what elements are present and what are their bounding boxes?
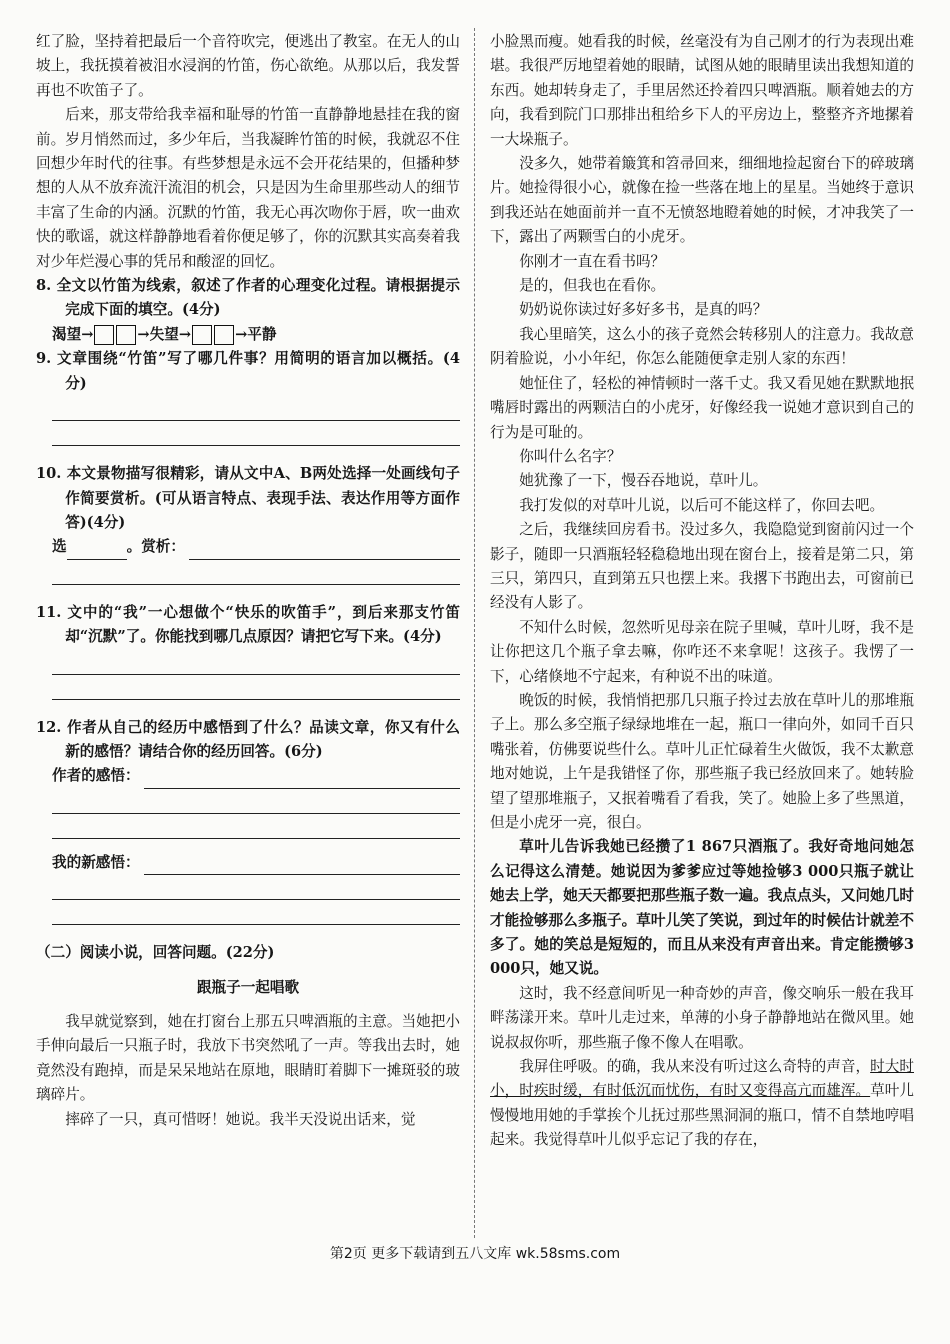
q8-fill-flow	[36, 323, 460, 347]
answer-box[interactable]	[94, 325, 114, 345]
story-paragraph: 小脸黑而瘦。她看我的时候，丝毫没有为自己刚才的行为表现出难堪。我很严厉地望着她的眼睛，试图从她的眼睛里读出我想知道的东西。她却转身走了，手里居然还拎着四只啤酒瓶。顺着她去的方向，我看到院门口那排出租给乡下人的平房边上，整整齐齐地摞着一大垛瓶子。	[490, 33, 914, 148]
story-paragraph: 她犹豫了一下，慢吞吞地说，草叶儿。	[519, 472, 768, 490]
flow-start: 渴望→	[52, 325, 94, 343]
section-heading: （二）阅读小说，回答问题。(22分)	[36, 944, 275, 962]
story-text: 我屏住呼吸。的确，我从来没有听过这么奇特的声音，	[519, 1058, 871, 1076]
analysis-blank[interactable]	[189, 543, 460, 560]
story-paragraph: 你刚才一直在看书吗？	[519, 252, 666, 270]
answer-box[interactable]	[192, 325, 212, 345]
story-paragraph	[490, 1055, 914, 1153]
story-paragraph: 我早就觉察到，她在打窗台上那五只啤酒瓶的主意。当她把小手伸向最后一只瓶子时，我放下书突然吼了一声。等我出去时，她竟然没有跑掉，而是呆呆地站在原地，眼睛盯着脚下一摊斑驳的玻璃碎片。	[36, 1012, 460, 1104]
answer-box[interactable]	[116, 325, 136, 345]
story-paragraph: 我打发似的对草叶儿说，以后可不能这样了，你回去吧。	[519, 496, 885, 514]
my-insight-label: 我的新感悟：	[52, 853, 140, 871]
story-paragraph: 不知什么时候，忽然听见母亲在院子里喊，草叶儿呀，我不是让你把这几个瓶子拿去嘛，你咋还不来拿呢！这孩子。我愣了一下，心绪倏地不宁起来，有种说不出的味道。	[490, 618, 914, 685]
story-paragraph: 这时，我不经意间听见一种奇妙的声音，像交响乐一般在我耳畔荡漾开来。草叶儿走过来，单薄的小身子静静地站在微风里。她说叔叔你听，那些瓶子像不像人在唱歌。	[490, 984, 914, 1051]
author-insight-row	[36, 764, 460, 788]
passage-paragraph: 后来，那支带给我幸福和耻辱的竹笛一直静静地悬挂在我的窗前。岁月悄然而过，多少年后，当我凝眸竹笛的时候，我就忍不住回想少年时代的往事。有些梦想是永远不会开花结果的，但播种梦想的人从不放弃流汗流泪的机会，只是因为生命里那些动人的细节丰富了生命的内涵。沉默的竹笛，我无心再次吻你于唇，吹一曲欢快的歌谣，就这样静静地看着你便足够了，你的沉默其实高奏着我对少年烂漫心事的凭吊和酸涩的回忆。	[36, 106, 460, 270]
story-paragraph: 没多久，她带着簸箕和笤帚回来，细细地捡起窗台下的碎玻璃片。她捡得很小心，就像在捡一些落在地上的星星。当她终于意识到我还站在她面前并一直不无愤怒地瞪着她的时候，才冲我笑了一下，露出了两颗雪白的小虎牙。	[490, 155, 914, 246]
story-paragraph: 晚饭的时候，我悄悄把那几只瓶子拎过去放在草叶儿的那堆瓶子上。那么多空瓶子绿绿地堆在一起，瓶口一律向外，如同千百只嘴张着，仿佛要说些什么。草叶儿正忙碌着生火做饭，我不太歉意地对她说，上午是我错怪了你，那些瓶子我已经放回来了。她转脸望了望那堆瓶子，又抿着嘴看了看我，笑了。她脸上多了些黑道，但是小虎牙一亮，很白。	[490, 691, 914, 831]
story-paragraph: 奶奶说你读过好多好多书，是真的吗？	[519, 301, 768, 319]
my-insight-row	[36, 851, 460, 875]
story-paragraph: 摔碎了一只，真可惜呀！她说。我半天没说出话来，觉	[65, 1110, 416, 1128]
underlined-sentence: 时大时小，时疾时缓，有时低沉而忧伤，有时又变得高亢而雄浑。	[490, 1058, 914, 1100]
question-10: 10. 本文景物描写很精彩，请从文中A、B两处选择一处画线句子作简要赏析。(可从语言特点、表现手法、表达作用等方面作答)(4分)	[36, 465, 460, 531]
my-insight-blank[interactable]	[144, 858, 460, 875]
analysis-label: 。赏析：	[126, 538, 185, 556]
story-paragraph: 她怔住了，轻松的神情顿时一落千丈。我又看见她在默默地抿嘴唇时露出的两颗洁白的小虎牙，好像经我一说她才意识到自己的行为是可耻的。	[490, 374, 914, 441]
answer-box[interactable]	[214, 325, 234, 345]
question-8: 8. 全文以竹笛为线索，叙述了作者的心理变化过程。请根据提示完成下面的填空。(4分)	[36, 277, 460, 319]
select-label: 选	[52, 538, 67, 556]
question-11: 11. 文中的“我”一心想做个“快乐的吹笛手”，到后来那支竹笛却“沉默”了。你能找到哪几点原因？请把它写下来。(4分)	[36, 603, 460, 646]
author-insight-blank[interactable]	[144, 772, 460, 789]
story-paragraph: 草叶儿告诉我她已经攒了1 867只酒瓶了。我好奇地问她怎么记得这么清楚。她说因为爹爹应过等她捡够3 000只瓶子就让她去上学，她天天都要把那些瓶子数一遍。我点点头，又问她几时才能捡够那么多瓶子。草叶儿笑了笑说，到过年的时候估计就差不多了。她的笑总是短短的，而且从来没有声音出来。肯定能攒够3 000只，她又说。	[490, 838, 914, 978]
flow-mid: →失望→	[137, 325, 192, 343]
question-12: 12. 作者从自己的经历中感悟到了什么？品读文章，你又有什么新的感悟？请结合你的经历回答。(6分)	[36, 718, 460, 760]
left-column	[36, 30, 460, 1132]
story-text: 草叶儿慢慢地用她的手掌挨个儿抚过那些黑洞洞的瓶口，情不自禁地哼唱起来。我觉得草叶儿似乎忘记了我的存在，	[490, 1082, 914, 1149]
flow-end: →平静	[235, 325, 277, 343]
select-blank[interactable]	[67, 545, 127, 560]
story-paragraph: 你叫什么名字？	[519, 447, 622, 465]
right-column	[490, 30, 914, 1153]
page-footer: 第2页 更多下载请到五八文库 wk.58sms.com	[329, 1246, 621, 1262]
story-paragraph: 是的，但我也在看你。	[519, 277, 666, 295]
passage-paragraph: 红了脸，坚持着把最后一个音符吹完，便逃出了教室。在无人的山坡上，我抚摸着被泪水浸润的竹笛，伤心欲绝。从那以后，我发誓再也不吹笛子了。	[36, 33, 460, 99]
q10-answer-row	[36, 535, 460, 559]
story-paragraph: 我心里暗笑，这么小的孩子竟然会转移别人的注意力。我故意阴着脸说，小小年纪，你怎么能随便拿走别人家的东西！	[490, 325, 914, 368]
question-9: 9. 文章围绕“竹笛”写了哪几件事？用简明的语言加以概括。(4分)	[36, 350, 460, 392]
author-insight-label: 作者的感悟：	[52, 767, 140, 785]
story-title: 跟瓶子一起唱歌	[196, 978, 300, 996]
column-divider	[474, 28, 475, 1238]
story-paragraph: 之后，我继续回房看书。没过多久，我隐隐觉到窗前闪过一个影子，随即一只酒瓶轻轻稳稳地出现在窗台上，接着是第二只，第三只，第四只，直到第五只也摆上来。我撂下书跑出去，可窗前已经没有人影了。	[490, 521, 914, 612]
